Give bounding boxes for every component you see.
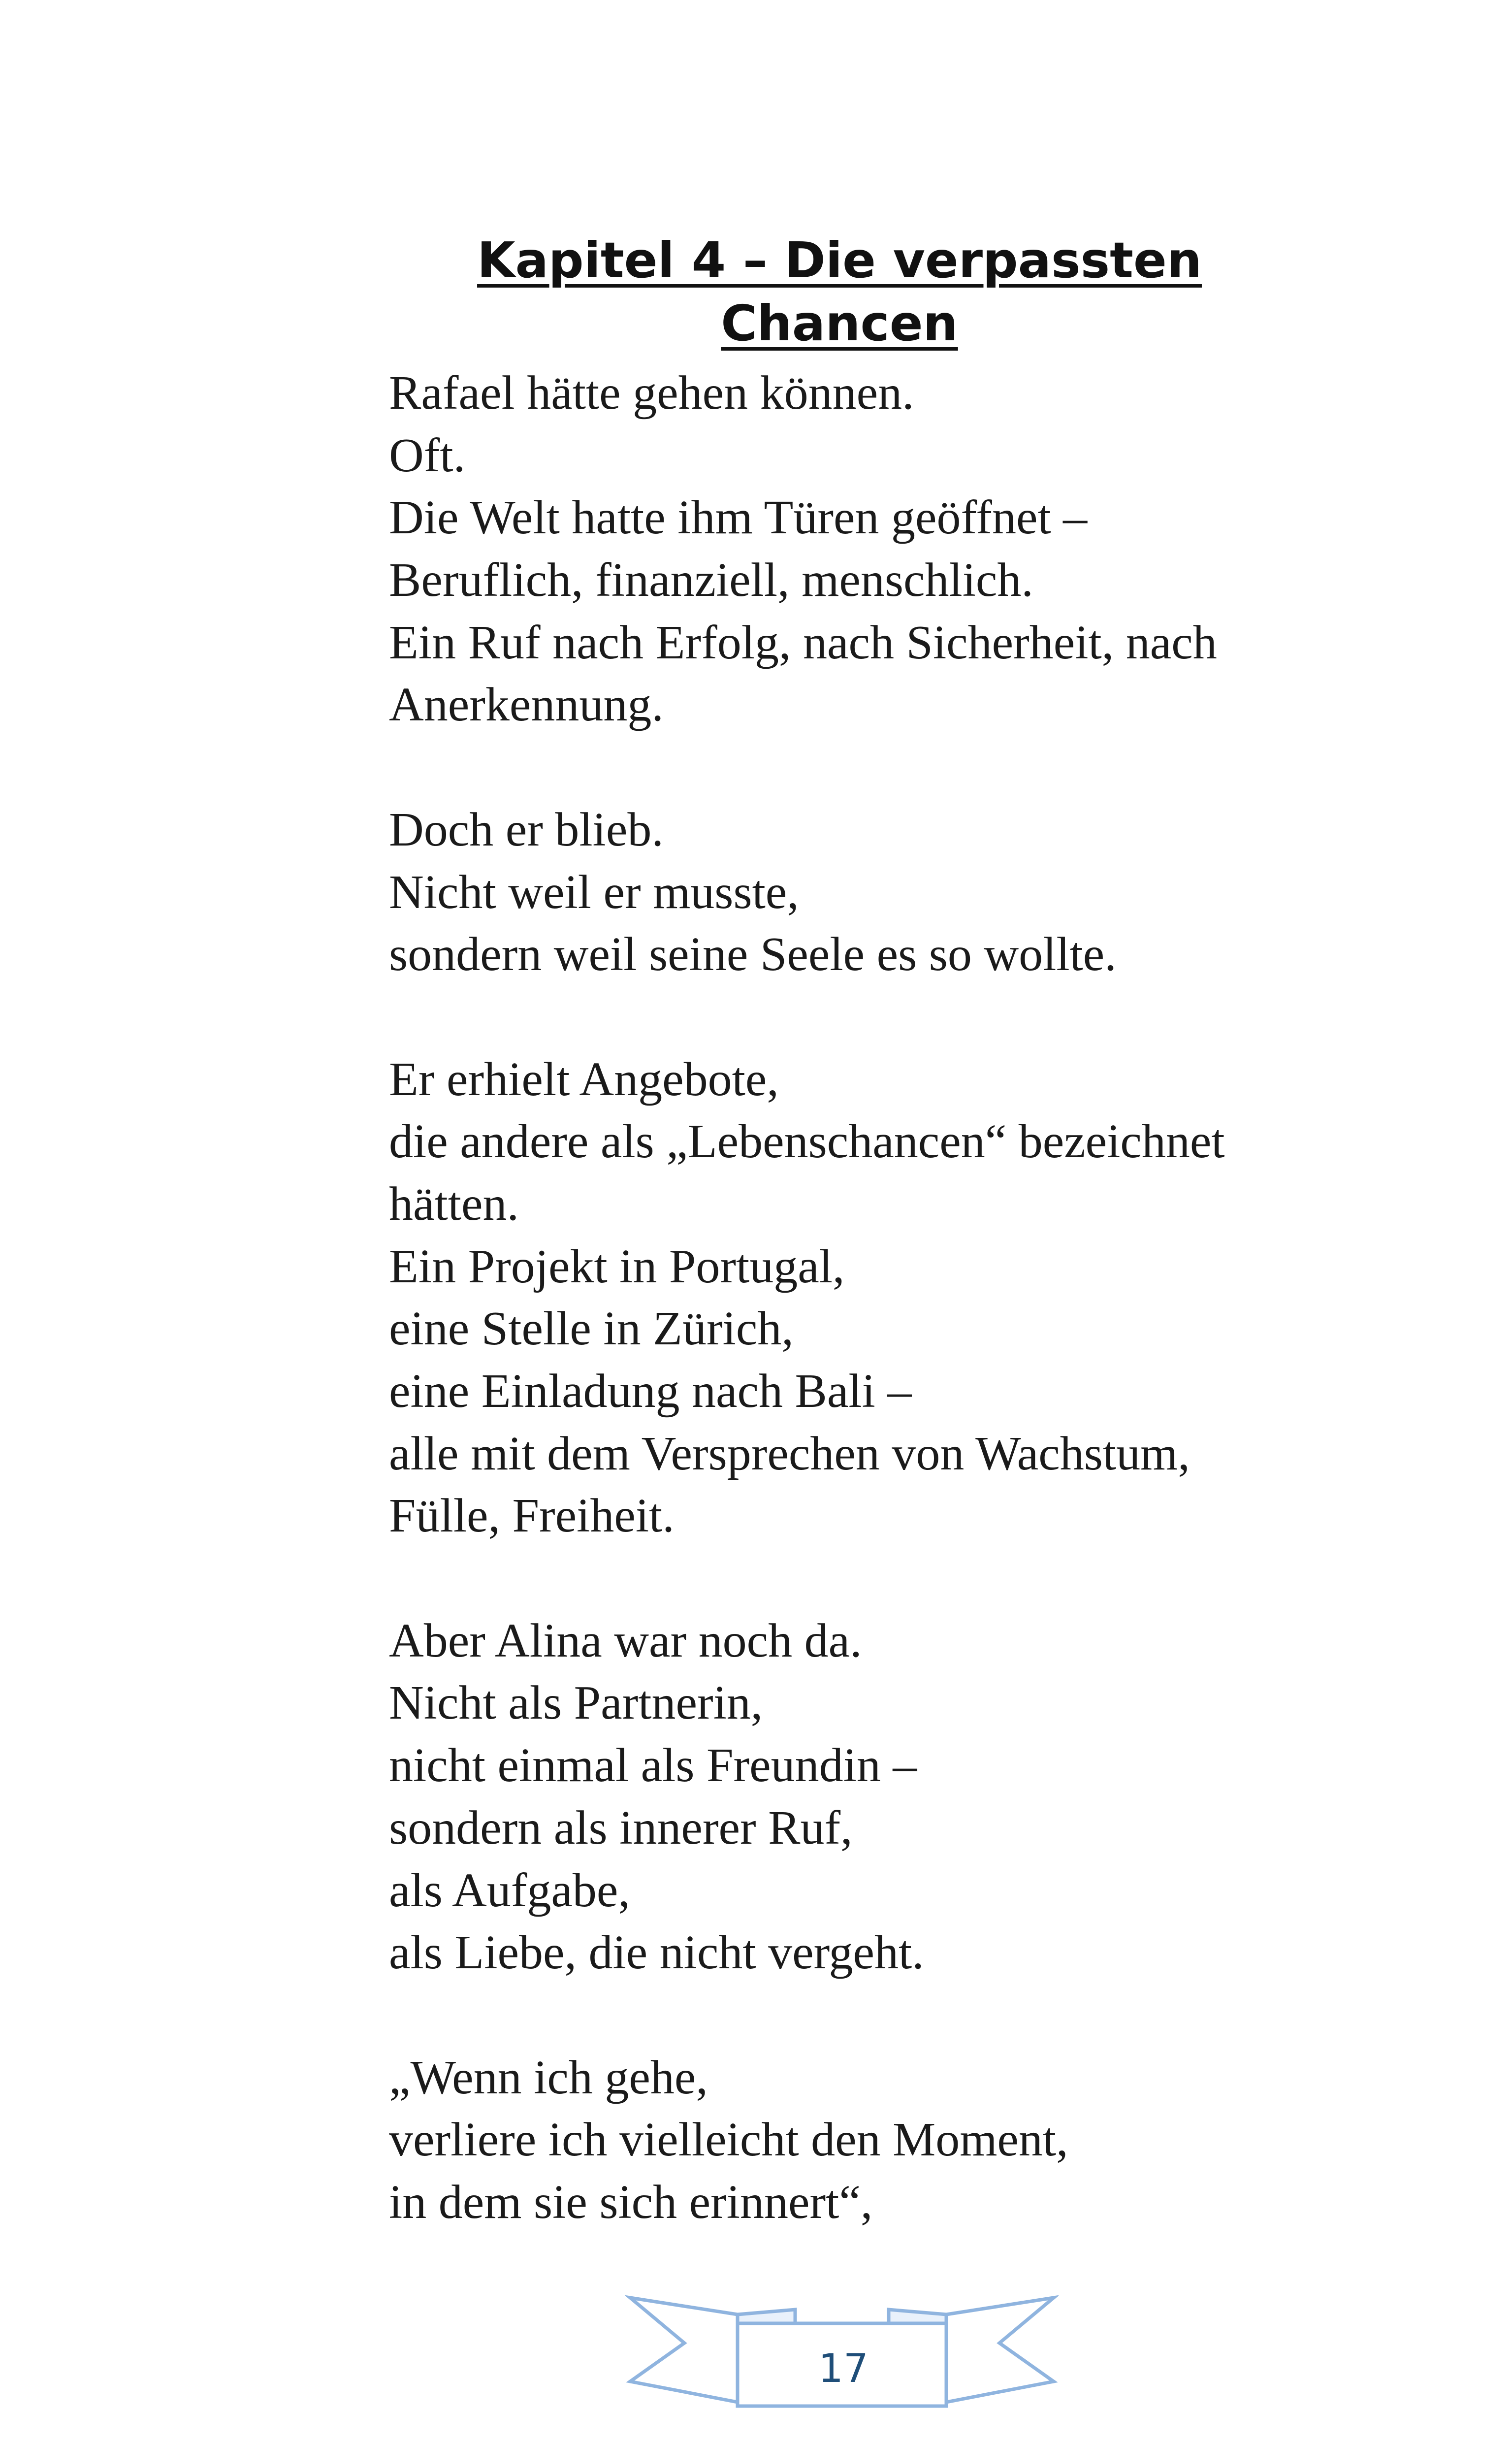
text-line: die andere als „Lebenschancen“ bezeichnet <box>389 1115 1225 1169</box>
text-line: eine Stelle in Zürich, <box>389 1302 794 1356</box>
paragraph-break <box>389 1984 1354 2047</box>
text-line: Rafael hätte gehen können. <box>389 366 914 420</box>
text-line: Anerkennung. <box>389 678 664 732</box>
text-line: als Aufgabe, <box>389 1863 630 1917</box>
text-line: Beruflich, finanziell, menschlich. <box>389 554 1033 607</box>
chapter-body <box>389 362 1354 2234</box>
banner-left-fold <box>738 2310 795 2323</box>
text-line: „Wenn ich gehe, <box>389 2051 708 2104</box>
banner-left-tail <box>630 2298 738 2402</box>
text-line: alle mit dem Versprechen von Wachstum, <box>389 1427 1190 1480</box>
text-line: hätten. <box>389 1177 519 1231</box>
text-line: Nicht weil er musste, <box>389 865 799 919</box>
text-line: Oft. <box>389 428 466 482</box>
text-line: Doch er blieb. <box>389 803 664 856</box>
text-line: Ein Projekt in Portugal, <box>389 1239 845 1293</box>
chapter-title-line-1: Kapitel 4 – Die verpassten <box>477 231 1202 289</box>
text-line: sondern als innerer Ruf, <box>389 1801 853 1855</box>
text-line: Die Welt hatte ihm Türen geöffnet – <box>389 491 1088 545</box>
text-line: als Liebe, die nicht vergeht. <box>389 1926 924 1980</box>
text-line: nicht einmal als Freundin – <box>389 1739 917 1792</box>
text-line: verliere ich vielleicht den Moment, <box>389 2113 1068 2167</box>
page-number: 17 <box>818 2345 869 2391</box>
text-line: Er erhielt Angebote, <box>389 1052 779 1106</box>
text-line: in dem sie sich erinnert“, <box>389 2175 873 2229</box>
text-line: Fülle, Freiheit. <box>389 1489 675 1543</box>
chapter-title <box>389 229 1290 355</box>
text-line: Aber Alina war noch da. <box>389 1614 862 1667</box>
banner-right-fold <box>889 2310 946 2323</box>
text-line: eine Einladung nach Bali – <box>389 1365 912 1418</box>
text-line: Ein Ruf nach Erfolg, nach Sicherheit, nach <box>389 616 1217 669</box>
text-line: sondern weil seine Seele es so wollte. <box>389 928 1117 981</box>
paragraph-break <box>389 986 1354 1048</box>
chapter-title-line-2: Chancen <box>721 294 958 352</box>
text-line: Nicht als Partnerin, <box>389 1676 763 1730</box>
banner-right-tail <box>946 2298 1054 2402</box>
paragraph-break <box>389 1547 1354 1610</box>
paragraph-break <box>389 736 1354 799</box>
